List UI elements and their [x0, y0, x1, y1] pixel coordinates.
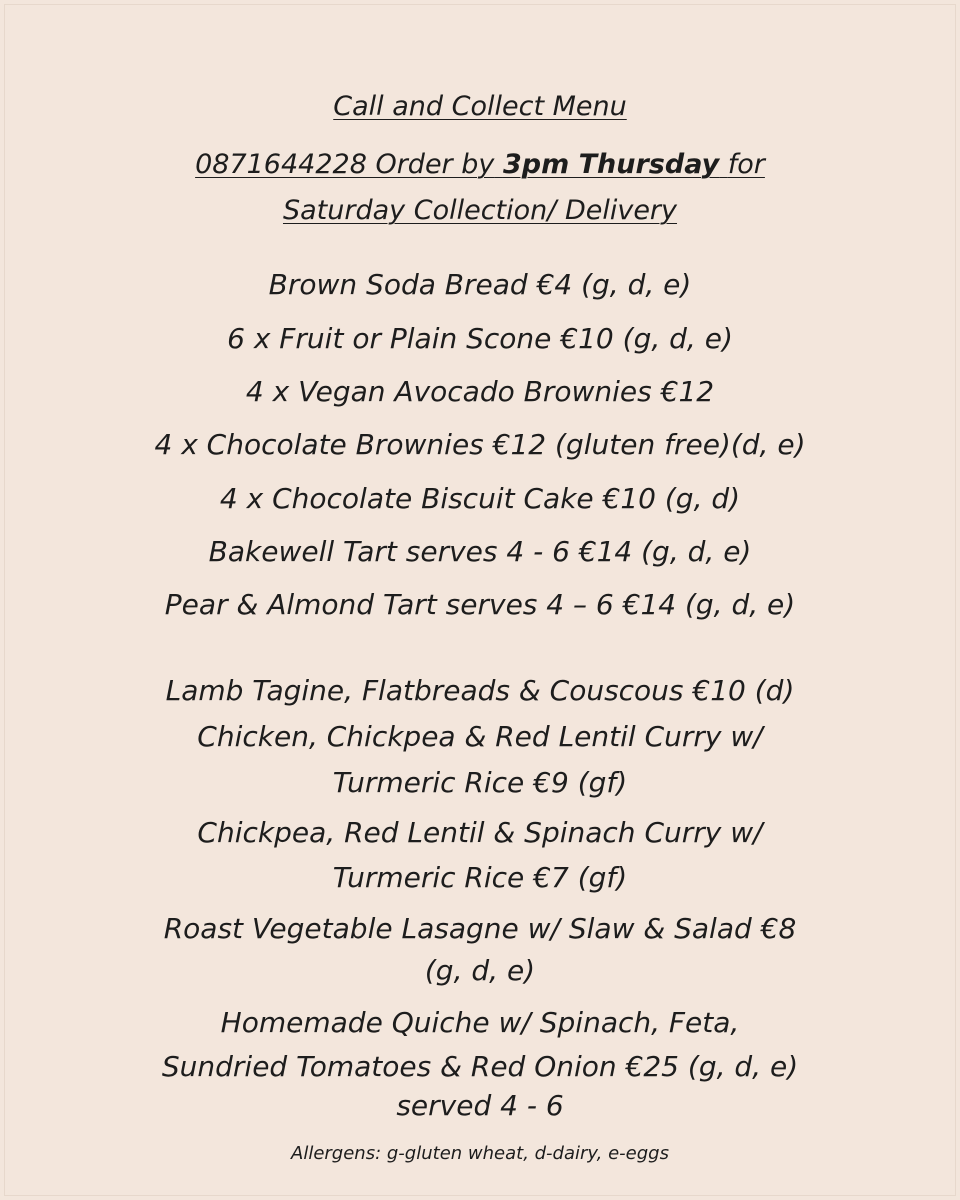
- order-line-2: Saturday Collection/ Delivery: [282, 195, 678, 226]
- menu-item-scones: 6 x Fruit or Plain Scone €10 (g, d, e): [227, 322, 733, 355]
- menu-item-chicken-curry-line-1: Chicken, Chickpea & Red Lentil Curry w/: [197, 720, 763, 753]
- menu-item-spinach-curry-line-2: Turmeric Rice €7 (gf): [332, 861, 628, 894]
- menu-item-quiche-line-1: Homemade Quiche w/ Spinach, Feta,: [220, 1006, 740, 1039]
- menu-item-pear-almond-tart: Pear & Almond Tart serves 4 – 6 €14 (g, d, e): [164, 588, 796, 621]
- menu-item-chocolate-brownies: 4 x Chocolate Brownies €12 (gluten free)(d, e): [154, 428, 806, 461]
- menu-item-lamb-tagine: Lamb Tagine, Flatbreads & Couscous €10 (d): [165, 674, 795, 707]
- menu-item-bakewell-tart: Bakewell Tart serves 4 - 6 €14 (g, d, e): [208, 535, 752, 568]
- menu-item-lasagne-line-1: Roast Vegetable Lasagne w/ Slaw & Salad €8: [163, 912, 797, 945]
- menu-item-vegan-avocado-brownies: 4 x Vegan Avocado Brownies €12: [245, 375, 715, 408]
- menu-item-quiche-line-3: served 4 - 6: [396, 1089, 564, 1122]
- allergens-note: Allergens: g-gluten wheat, d-dairy, e-eggs: [291, 1143, 669, 1164]
- menu-item-chicken-curry-line-2: Turmeric Rice €9 (gf): [332, 766, 628, 799]
- menu-item-quiche-line-2: Sundried Tomatoes & Red Onion €25 (g, d, e): [161, 1050, 799, 1083]
- menu-item-chocolate-biscuit-cake: 4 x Chocolate Biscuit Cake €10 (g, d): [219, 482, 741, 515]
- order-line-1: [0, 142, 960, 188]
- order-instructions: [0, 142, 960, 234]
- order-for: for: [727, 149, 765, 180]
- order-phone: 0871644228 Order by: [195, 149, 495, 180]
- menu-item-lasagne-line-2: (g, d, e): [424, 954, 536, 987]
- menu-title: Call and Collect Menu: [333, 91, 627, 122]
- menu-item-spinach-curry-line-1: Chickpea, Red Lentil & Spinach Curry w/: [197, 816, 763, 849]
- order-deadline: 3pm Thursday: [502, 149, 720, 180]
- menu-item-brown-soda-bread: Brown Soda Bread €4 (g, d, e): [268, 268, 692, 301]
